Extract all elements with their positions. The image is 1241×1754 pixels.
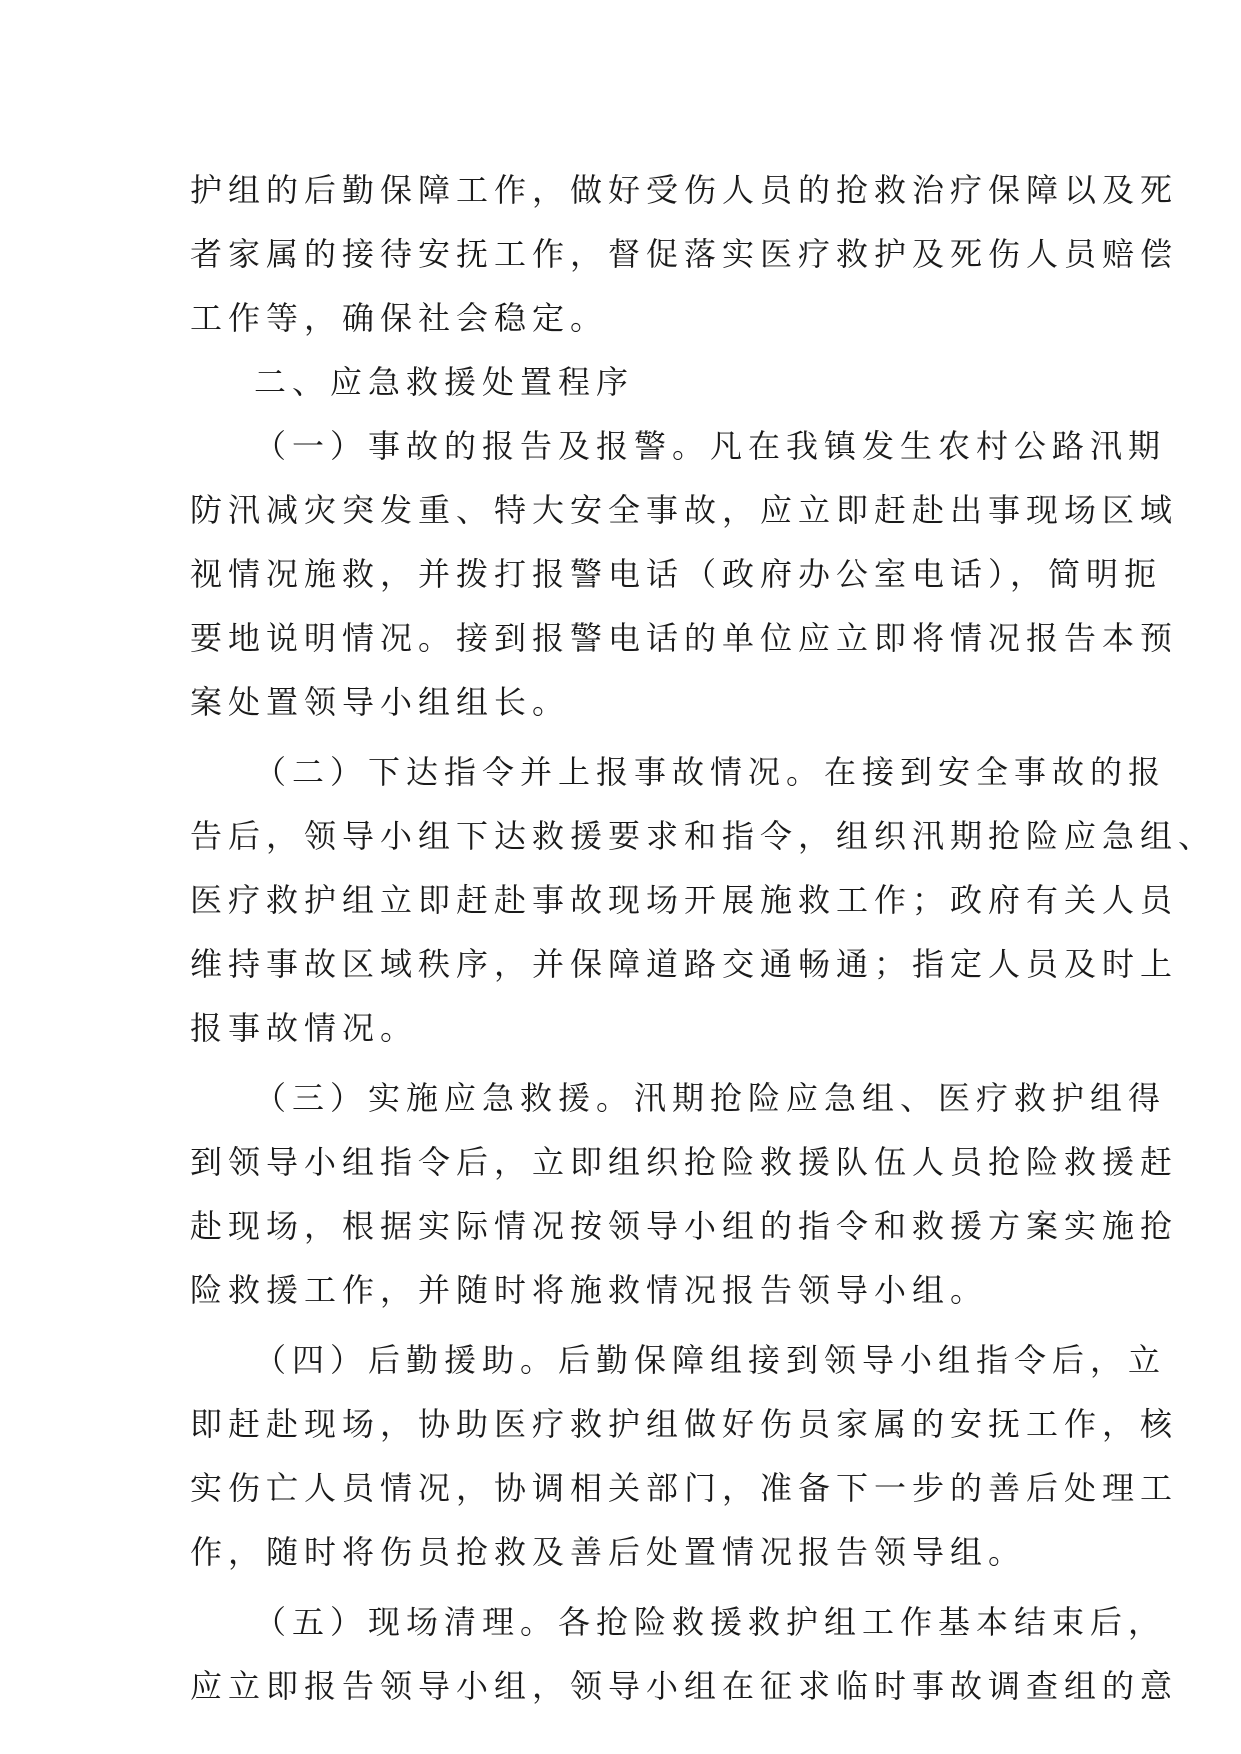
text-line: 实伤亡人员情况，协调相关部门，准备下一步的善后处理工	[190, 1469, 1179, 1507]
text-line: 工作等，确保社会稳定。	[190, 299, 609, 337]
text-line: （四）后勤援助。后勤保障组接到领导小组指令后，立	[254, 1341, 1167, 1379]
text-line: 防汛减灾突发重、特大安全事故，应立即赶赴出事现场区域	[190, 491, 1179, 529]
text-line: 险救援工作，并随时将施救情况报告领导小组。	[190, 1271, 989, 1309]
text-line: 维持事故区域秩序，并保障道路交通畅通；指定人员及时上	[190, 945, 1179, 983]
text-line: 告后，领导小组下达救援要求和指令，组织汛期抢险应急组、	[190, 817, 1217, 855]
text-line: （三）实施应急救援。汛期抢险应急组、医疗救护组得	[254, 1079, 1167, 1117]
text-line: 到领导小组指令后，立即组织抢险救援队伍人员抢险救援赶	[190, 1143, 1179, 1181]
text-line: 案处置领导小组组长。	[190, 683, 571, 721]
document-body	[190, 158, 1217, 1718]
text-line: 要地说明情况。接到报警电话的单位应立即将情况报告本预	[190, 619, 1179, 657]
text-line: 即赶赴现场，协助医疗救护组做好伤员家属的安抚工作，核	[190, 1405, 1179, 1443]
text-line: （二）下达指令并上报事故情况。在接到安全事故的报	[254, 753, 1167, 791]
section-heading: 二、应急救援处置程序	[254, 363, 635, 401]
text-line: 医疗救护组立即赶赴事故现场开展施救工作；政府有关人员	[190, 881, 1179, 919]
text-line: （一）事故的报告及报警。凡在我镇发生农村公路汛期	[254, 427, 1167, 465]
text-line: 作，随时将伤员抢救及善后处置情况报告领导组。	[190, 1533, 1027, 1571]
text-line: 赴现场，根据实际情况按领导小组的指令和救援方案实施抢	[190, 1207, 1179, 1245]
text-line: 报事故情况。	[190, 1009, 419, 1047]
text-line: 视情况施救，并拨打报警电话（政府办公室电话），简明扼	[190, 555, 1163, 593]
text-line: 护组的后勤保障工作，做好受伤人员的抢救治疗保障以及死	[190, 171, 1179, 209]
text-line: 应立即报告领导小组，领导小组在征求临时事故调查组的意	[190, 1667, 1179, 1705]
text-line: （五）现场清理。各抢险救援救护组工作基本结束后，	[254, 1603, 1167, 1641]
text-line: 者家属的接待安抚工作，督促落实医疗救护及死伤人员赔偿	[190, 235, 1179, 273]
